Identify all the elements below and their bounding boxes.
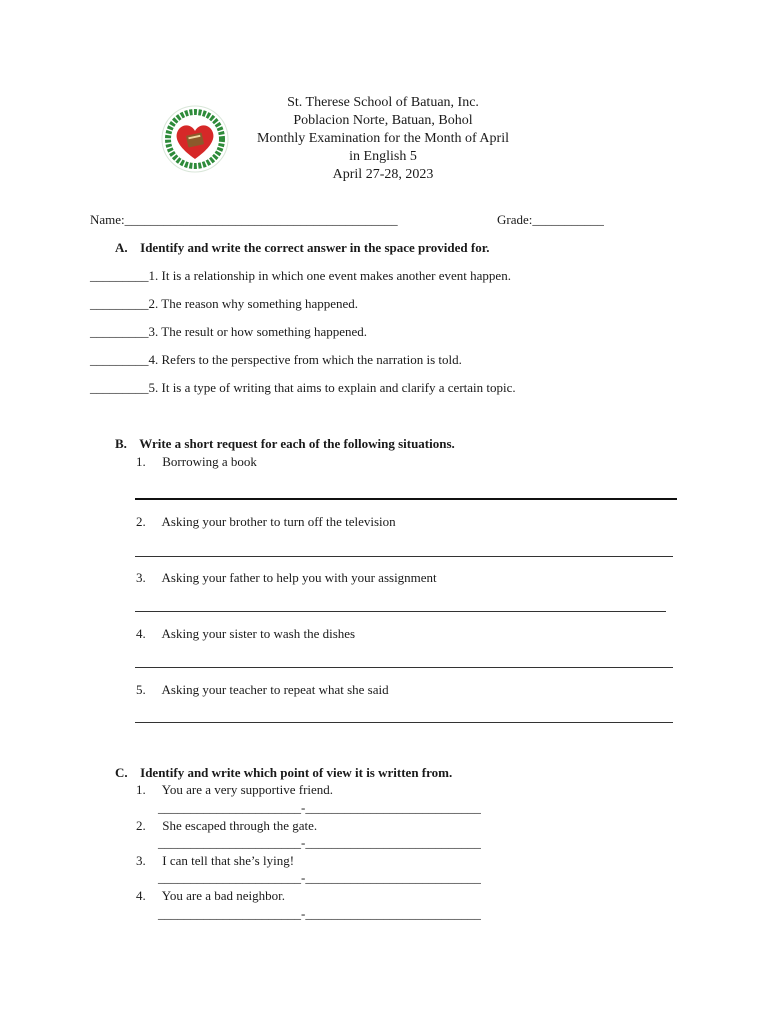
section-b-title: Write a short request for each of the following situations.	[139, 436, 455, 451]
section-a-item	[90, 380, 516, 396]
item-text: Asking your father to help you with your assignment	[161, 570, 437, 585]
exam-subject: in English 5	[349, 149, 417, 164]
section-b-item	[136, 454, 257, 470]
section-b-item	[136, 682, 389, 698]
name-blank[interactable]: __________________________________________	[124, 212, 398, 227]
answer-line[interactable]	[135, 556, 673, 557]
item-text: You are a very supportive friend.	[161, 782, 334, 797]
answer-blank[interactable]: _________	[90, 324, 149, 339]
section-c-item	[136, 853, 294, 869]
question-text: 3. The result or how something happened.	[148, 324, 368, 339]
point-of-view-answer-line[interactable]: ______________________-___________________________	[158, 870, 481, 885]
item-text: Asking your teacher to repeat what she said	[161, 682, 389, 697]
section-a-item	[90, 296, 358, 312]
section-a-item	[90, 352, 462, 368]
answer-blank[interactable]: _________	[90, 296, 149, 311]
answer-blank[interactable]: _________	[90, 380, 149, 395]
section-c-heading	[115, 765, 452, 781]
section-b-heading	[115, 436, 455, 452]
item-number: 2.	[136, 818, 146, 833]
item-text: Borrowing a book	[162, 454, 257, 469]
answer-blank[interactable]: _________	[90, 352, 149, 367]
name-label: Name:	[90, 212, 125, 227]
question-text: 2. The reason why something happened.	[148, 296, 359, 311]
item-number: 4.	[136, 626, 146, 641]
answer-blank[interactable]: _________	[90, 268, 149, 283]
item-number: 1.	[136, 782, 146, 797]
name-field[interactable]	[90, 212, 398, 228]
answer-line[interactable]	[135, 667, 673, 668]
item-text: Asking your brother to turn off the television	[161, 514, 396, 529]
exam-date: April 27-28, 2023	[332, 167, 434, 182]
item-number: 3.	[136, 570, 146, 585]
exam-title: Monthly Examination for the Month of April	[257, 131, 509, 146]
point-of-view-answer-line[interactable]: ______________________-___________________________	[158, 835, 481, 850]
section-c-item	[136, 818, 317, 834]
section-b-item	[136, 514, 396, 530]
section-c-title: Identify and write which point of view it is written from.	[140, 765, 453, 780]
section-a-item	[90, 268, 511, 284]
item-number: 4.	[136, 888, 146, 903]
school-name: St. Therese School of Batuan, Inc.	[287, 95, 479, 110]
question-text: 1. It is a relationship in which one event makes another event happen.	[148, 268, 511, 283]
section-a-heading	[115, 240, 490, 256]
section-a-letter: A.	[115, 240, 128, 255]
item-number: 2.	[136, 514, 146, 529]
section-a-title: Identify and write the correct answer in the space provided for.	[140, 240, 490, 255]
answer-line[interactable]	[135, 722, 673, 723]
grade-field[interactable]	[497, 212, 604, 228]
section-b-item	[136, 626, 355, 642]
section-b-item	[136, 570, 437, 586]
item-text: Asking your sister to wash the dishes	[161, 626, 356, 641]
item-number: 3.	[136, 853, 146, 868]
item-text: She escaped through the gate.	[162, 818, 318, 833]
answer-line[interactable]	[135, 611, 666, 612]
item-text: You are a bad neighbor.	[161, 888, 286, 903]
item-number: 5.	[136, 682, 146, 697]
question-text: 5. It is a type of writing that aims to explain and clarify a certain topic.	[148, 380, 516, 395]
section-b-letter: B.	[115, 436, 127, 451]
point-of-view-answer-line[interactable]: ______________________-___________________________	[158, 906, 481, 921]
point-of-view-answer-line[interactable]: ______________________-___________________________	[158, 800, 481, 815]
school-address: Poblacion Norte, Batuan, Bohol	[293, 113, 473, 128]
grade-label: Grade:	[497, 212, 533, 227]
section-c-item	[136, 888, 285, 904]
answer-line[interactable]	[135, 498, 677, 500]
question-text: 4. Refers to the perspective from which the narration is told.	[148, 352, 462, 367]
item-number: 1.	[136, 454, 146, 469]
item-text: I can tell that she’s lying!	[162, 853, 295, 868]
section-a-item	[90, 324, 367, 340]
section-c-letter: C.	[115, 765, 128, 780]
section-c-item	[136, 782, 333, 798]
document-header	[200, 94, 566, 184]
grade-blank[interactable]: ___________	[532, 212, 604, 227]
